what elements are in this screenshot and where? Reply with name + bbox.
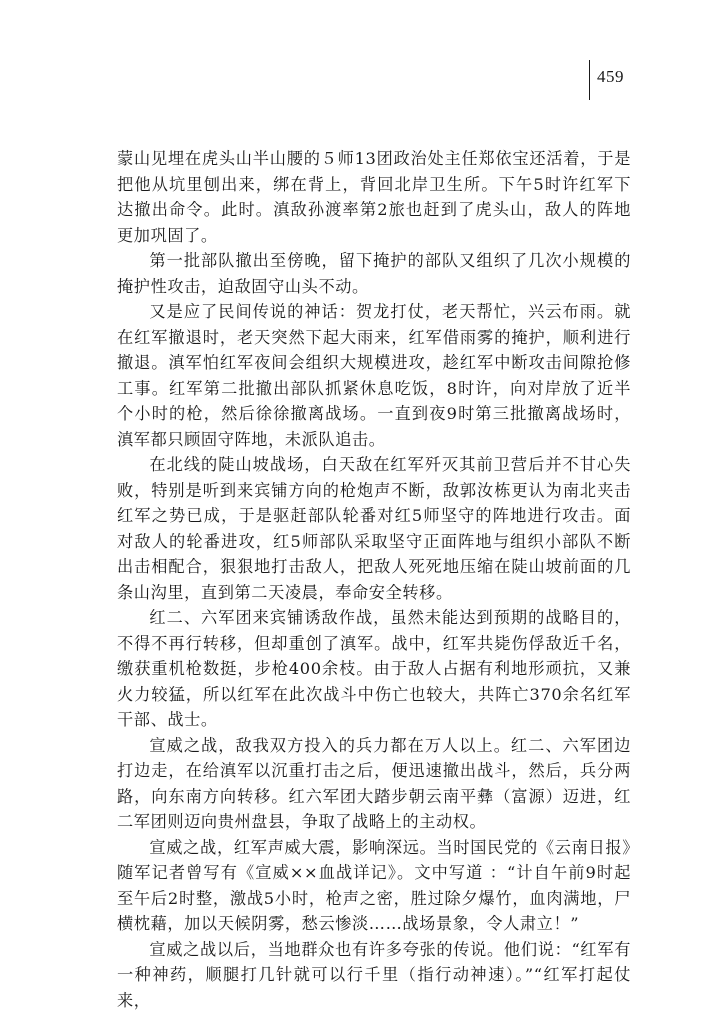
paragraph: 又是应了民间传说的神话：贺龙打仗，老天帮忙，兴云布雨。就在红军撤退时，老天突然下起大雨来，红军借雨雾的掩护，顺利进行撤退。滇军怕红军夜间会组织大规模进攻，趁红军中断攻击间隙抢修工事。红军第二批撤出部队抓紧休息吃饭，8时许，向对岸放了近半个小时的枪，然后徐徐撤离战场。一直到夜9时第三批撤离战场时，滇军都只顾固守阵地，未派队追击。 <box>117 299 631 452</box>
paragraph: 宣威之战，敌我双方投入的兵力都在万人以上。红二、六军团边打边走，在给滇军以沉重打击之后，便迅速撤出战斗，然后，兵分两路，向东南方向转移。红六军团大踏步朝云南平彝（富源）迈进，红二军团则迈向贵州盘县，争取了战略上的主动权。 <box>117 733 631 835</box>
paragraph: 宣威之战以后，当地群众也有许多夸张的传说。他们说：“红军有一种神药，顺腿打几针就可以行千里（指行动神速）。”“红军打起仗来， <box>117 937 631 1013</box>
paragraph: 在北线的陡山坡战场，白天敌在红军歼灭其前卫营后并不甘心失败，特别是听到来宾铺方向的枪炮声不断，敌郭汝栋更认为南北夹击红军之势已成，于是驱赶部队轮番对红5师坚守的阵地进行攻击。面对敌人的轮番进攻，红5师部队采取坚守正面阵地与组织小部队不断出击相配合，狠狠地打击敌人，把敌人死死地压缩在陡山坡前面的几条山沟里，直到第二天凌晨，奉命安全转移。 <box>117 452 631 605</box>
paragraph-continuation: 蒙山见埋在虎头山半山腰的５师13团政治处主任郑依宝还活着，于是把他从坑里刨出来，绑在背上，背回北岸卫生所。下午5时许红军下达撤出命令。此时。滇敌孙渡率第2旅也赶到了虎头山，敌人的阵地更加巩固了。 <box>117 146 631 248</box>
header-divider <box>589 60 590 100</box>
page-header <box>0 60 715 100</box>
body-text <box>117 146 631 1013</box>
paragraph: 红二、六军团来宾铺诱敌作战，虽然未能达到预期的战略目的，不得不再行转移，但却重创了滇军。战中，红军共毙伤俘敌近千名，缴获重机枪数挺，步枪400余枝。由于敌人占据有利地形顽抗，又兼火力较猛，所以红军在此次战斗中伤亡也较大，共阵亡370余名红军干部、战士。 <box>117 605 631 733</box>
page-number: 459 <box>597 67 624 87</box>
paragraph: 宣威之战，红军声威大震，影响深远。当时国民党的《云南日报》随军记者曾写有《宣威××血战详记》。文中写道 ：“计自午前9时起至午后2时整，激战5小时，枪声之密，胜过除夕爆竹，血肉满地，尸横枕藉，加以天候阴雾，愁云惨淡……战场景象，令人肃立！” <box>117 835 631 937</box>
paragraph: 第一批部队撤出至傍晚，留下掩护的部队又组织了几次小规模的掩护性攻击，迫敌固守山头不动。 <box>117 248 631 299</box>
